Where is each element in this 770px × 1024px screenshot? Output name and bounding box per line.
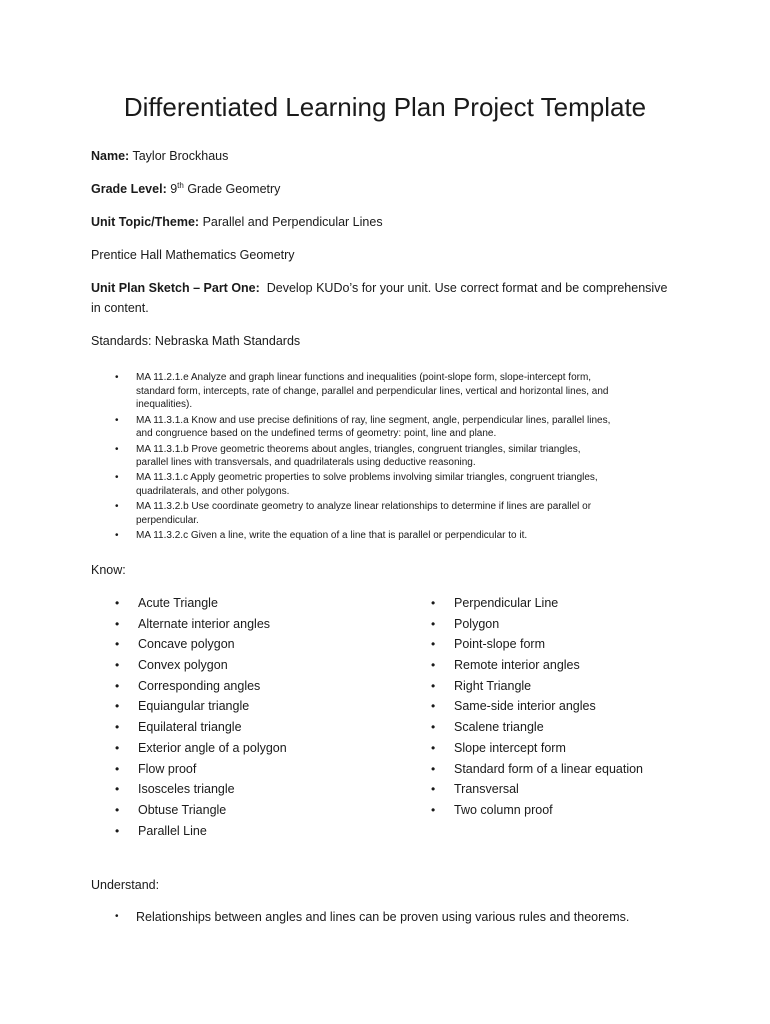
bullet-icon: • <box>115 782 120 797</box>
know-term <box>431 696 731 717</box>
know-term-text: Alternate interior angles <box>138 616 271 631</box>
know-heading: Know: <box>91 563 126 577</box>
standard-text-line: standard form, intercepts, rate of change, parallel and perpendicular lines, vertical and horizontal lines, and <box>136 385 609 397</box>
standard-item <box>115 371 680 412</box>
standard-item <box>115 471 680 498</box>
grade-label: Grade Level: <box>91 182 167 196</box>
know-term-text: Obtuse Triangle <box>138 802 227 817</box>
know-term <box>431 717 731 738</box>
sketch-text-line1: Develop KUDo’s for your unit. Use correct format and be comprehensive <box>266 281 668 295</box>
bullet-icon: • <box>115 720 120 735</box>
bullet-icon: • <box>115 616 120 631</box>
standards-list <box>115 371 680 544</box>
know-term-text: Remote interior angles <box>454 658 580 673</box>
know-term <box>115 676 415 697</box>
unit-topic-label: Unit Topic/Theme: <box>91 215 200 229</box>
sketch-label: Unit Plan Sketch – Part One: <box>91 281 260 295</box>
know-term-text: Standard form of a linear equation <box>454 761 644 776</box>
know-term <box>431 614 731 635</box>
standard-text-line: quadrilaterals, and other polygons. <box>136 486 290 498</box>
understand-text: Relationships between angles and lines can be proven using various rules and theorems. <box>136 910 630 924</box>
bullet-icon: • <box>115 501 119 513</box>
know-term <box>431 759 731 780</box>
know-term <box>115 759 415 780</box>
bullet-icon: • <box>115 740 120 755</box>
bullet-icon: • <box>115 802 120 817</box>
know-term <box>431 800 731 821</box>
standards-heading: Standards: Nebraska Math Standards <box>91 334 301 348</box>
bullet-icon: • <box>431 658 436 673</box>
standard-item <box>115 443 680 470</box>
bullet-icon: • <box>431 637 436 652</box>
standard-text-line: MA 11.3.2.b Use coordinate geometry to analyze linear relationships to determine if lines are parallel or <box>136 501 592 513</box>
know-term <box>115 821 415 842</box>
standard-text-line: parallel lines with transversals, and quadrilaterals using deductive reasoning. <box>136 457 476 469</box>
understand-list <box>115 907 715 927</box>
bullet-icon: • <box>431 720 436 735</box>
know-term-text: Concave polygon <box>138 637 235 652</box>
bullet-icon: • <box>115 443 119 455</box>
bullet-icon: • <box>431 678 436 693</box>
textbook-line: Prentice Hall Mathematics Geometry <box>91 248 295 262</box>
know-term-text: Flow proof <box>138 761 197 776</box>
know-term <box>431 676 731 697</box>
know-term <box>431 779 731 800</box>
name-value: Taylor Brockhaus <box>132 149 229 163</box>
understand-item <box>115 907 715 927</box>
know-term-text: Convex polygon <box>138 658 228 673</box>
know-term-text: Equilateral triangle <box>138 720 242 735</box>
bullet-icon: • <box>115 911 119 922</box>
bullet-icon: • <box>115 530 119 542</box>
know-term-text: Corresponding angles <box>138 678 261 693</box>
standard-text-line: MA 11.2.1.e Analyze and graph linear functions and inequalities (point-slope form, slope-intercept form, <box>136 372 592 383</box>
bullet-icon: • <box>115 414 119 426</box>
know-term <box>115 696 415 717</box>
know-list-left <box>115 593 415 841</box>
know-term <box>115 614 415 635</box>
know-term-text: Two column proof <box>454 802 553 817</box>
know-term <box>431 634 731 655</box>
know-term-text: Perpendicular Line <box>454 596 559 610</box>
name-field <box>91 146 228 166</box>
unit-plan-sketch <box>91 278 681 318</box>
bullet-icon: • <box>115 823 120 838</box>
know-term <box>115 593 415 614</box>
grade-field <box>91 179 280 199</box>
bullet-icon: • <box>115 637 120 652</box>
know-term <box>115 717 415 738</box>
understand-heading: Understand: <box>91 878 160 892</box>
know-term <box>115 634 415 655</box>
know-term <box>431 738 731 759</box>
know-term-text: Polygon <box>454 616 500 631</box>
bullet-icon: • <box>115 658 120 673</box>
unit-topic-value: Parallel and Perpendicular Lines <box>202 215 383 229</box>
know-term <box>431 593 731 614</box>
know-term-text: Equiangular triangle <box>138 699 250 714</box>
know-term-text: Acute Triangle <box>138 596 218 610</box>
sketch-text-line2: in content. <box>91 301 149 315</box>
grade-rest: Grade Geometry <box>187 182 281 196</box>
standard-text-line: MA 11.3.2.c Given a line, write the equation of a line that is parallel or perpendicular to it. <box>136 530 528 542</box>
know-term-text: Parallel Line <box>138 823 207 838</box>
bullet-icon: • <box>431 616 436 631</box>
know-term-text: Right Triangle <box>454 678 532 693</box>
know-term-text: Isosceles triangle <box>138 782 235 797</box>
standard-item <box>115 414 680 441</box>
standard-text-line: MA 11.3.1.b Prove geometric theorems about angles, triangles, congruent triangles, similar triangles, <box>136 443 581 455</box>
name-label: Name: <box>91 149 130 163</box>
bullet-icon: • <box>115 761 120 776</box>
grade-number: 9 <box>170 182 178 196</box>
know-term-text: Exterior angle of a polygon <box>138 740 287 755</box>
bullet-icon: • <box>115 472 119 484</box>
bullet-icon: • <box>431 761 436 776</box>
bullet-icon: • <box>115 372 119 383</box>
bullet-icon: • <box>431 740 436 755</box>
know-term <box>431 655 731 676</box>
standard-text-line: inequalities). <box>136 399 193 411</box>
unit-topic-field <box>91 212 383 232</box>
know-list-right <box>431 593 731 821</box>
know-term-text: Point-slope form <box>454 637 546 652</box>
know-term-text: Scalene triangle <box>454 720 544 735</box>
standard-text-line: MA 11.3.1.a Know and use precise definitions of ray, line segment, angle, perpendicular lines, parallel lines, <box>136 414 611 426</box>
know-term <box>115 655 415 676</box>
page-title: Differentiated Learning Plan Project Template <box>123 92 647 122</box>
know-term <box>115 738 415 759</box>
bullet-icon: • <box>115 596 120 610</box>
standard-text-line: and congruence based on the undefined terms of geometry: point, line and plane. <box>136 428 497 440</box>
grade-suffix: th <box>177 180 184 190</box>
standard-item <box>115 529 680 543</box>
standard-item <box>115 500 680 527</box>
bullet-icon: • <box>431 802 436 817</box>
know-term-text: Slope intercept form <box>454 740 566 755</box>
know-term-text: Same-side interior angles <box>454 699 596 714</box>
standard-text-line: perpendicular. <box>136 515 199 527</box>
know-term-text: Transversal <box>454 782 519 797</box>
bullet-icon: • <box>115 678 120 693</box>
know-term <box>115 779 415 800</box>
bullet-icon: • <box>431 596 436 610</box>
bullet-icon: • <box>431 782 436 797</box>
bullet-icon: • <box>115 699 120 714</box>
bullet-icon: • <box>431 699 436 714</box>
standard-text-line: MA 11.3.1.c Apply geometric properties to solve problems involving similar triangles, congruent triangles, <box>136 472 598 484</box>
know-term <box>115 800 415 821</box>
